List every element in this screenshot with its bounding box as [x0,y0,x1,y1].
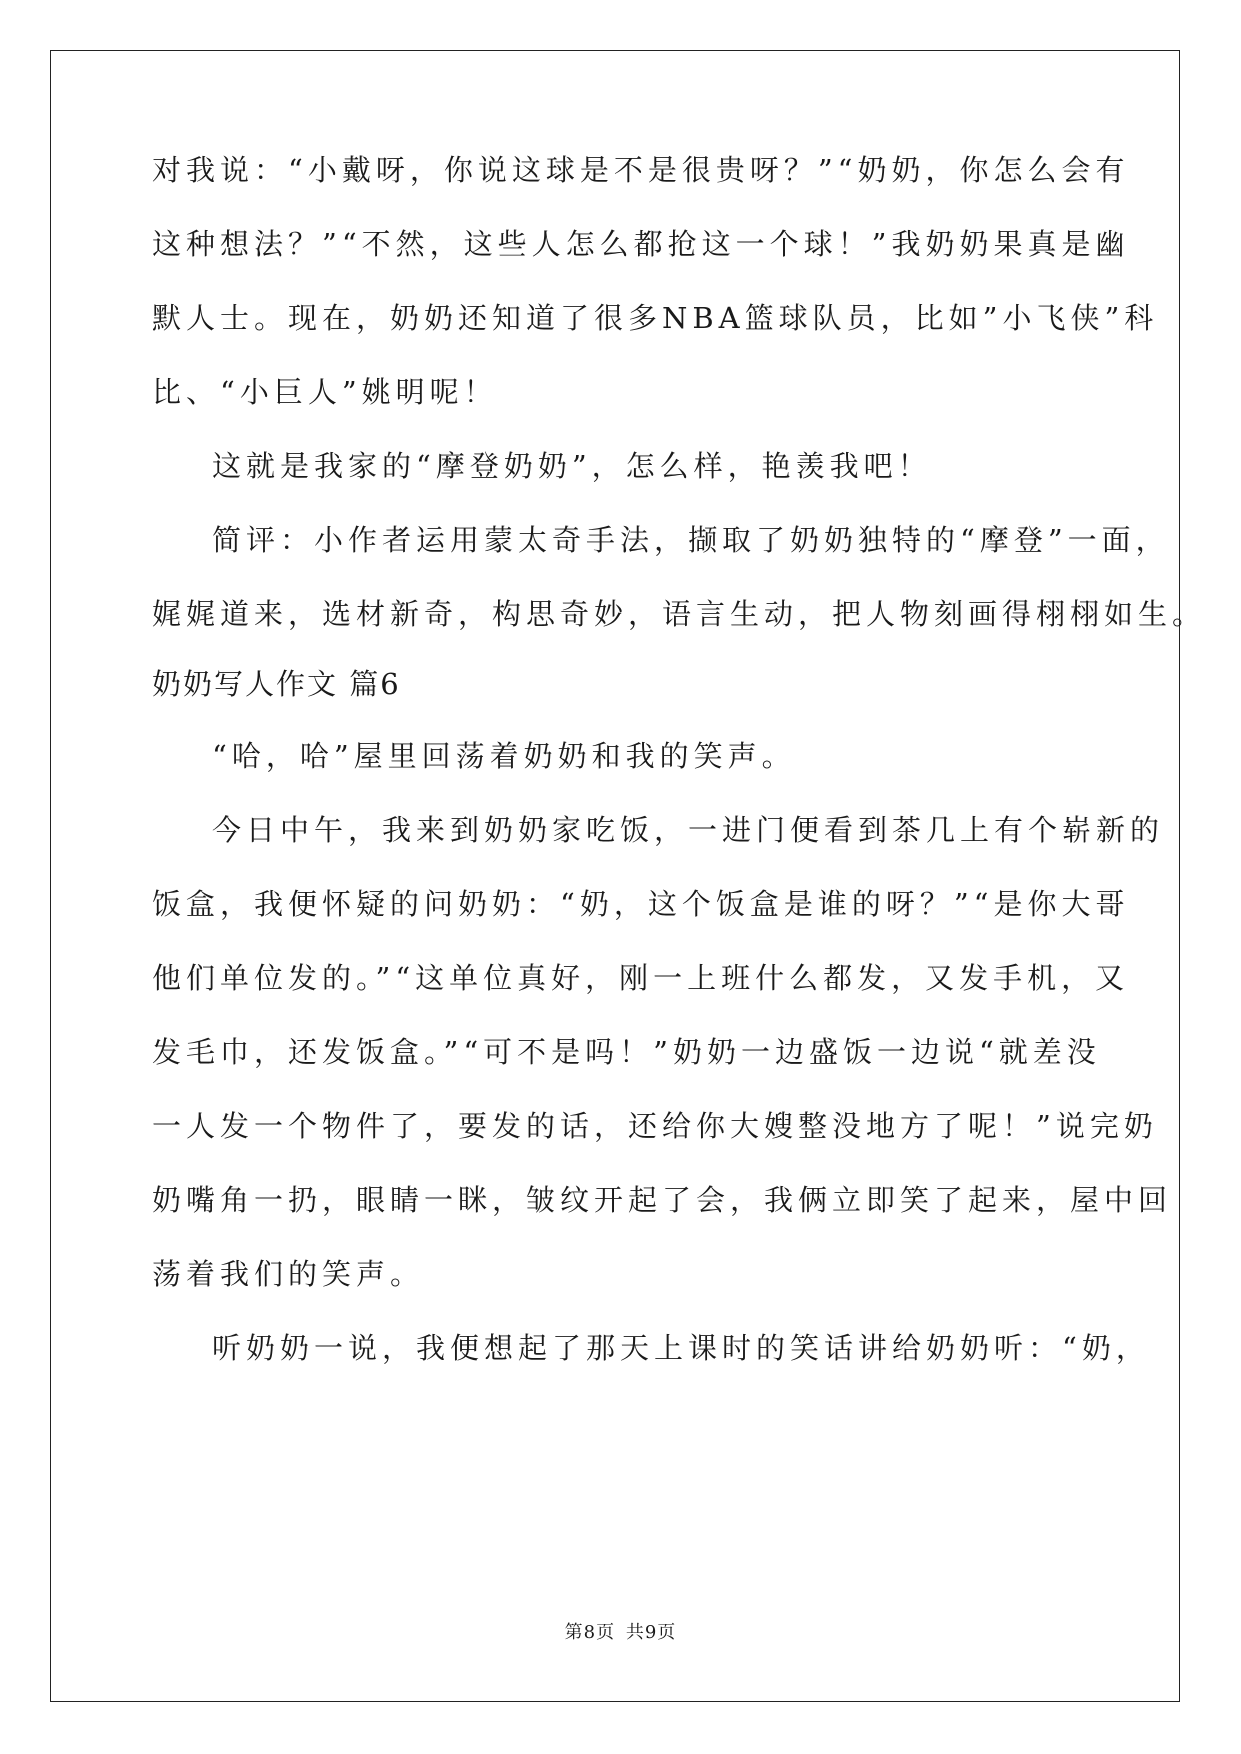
paragraph-line: 这就是我家的“摩登奶奶”，怎么样，艳羡我吧！ [212,449,932,483]
section-title: 奶奶写人作文 篇6 [152,667,401,701]
text-line: 饭盒，我便怀疑的问奶奶：“奶，这个饭盒是谁的呀？”“是你大哥 [152,887,1130,921]
page-total: 共9页 [625,1622,677,1643]
paragraph-line: “哈，哈”屋里回荡着奶奶和我的笑声。 [212,739,796,773]
page-number: 第8页 [564,1622,616,1643]
text-line: 对我说：“小戴呀，你说这球是不是很贵呀？”“奶奶，你怎么会有 [152,153,1130,187]
paragraph-line: 简评：小作者运用蒙太奇手法，撷取了奶奶独特的“摩登”一面， [212,523,1170,557]
paragraph-line: 听奶奶一说，我便想起了那天上课时的笑话讲给奶奶听：“奶， [212,1331,1150,1365]
paragraph-line: 今日中午，我来到奶奶家吃饭，一进门便看到茶几上有个崭新的 [212,813,1165,847]
text-line: 比、“小巨人”姚明呢！ [152,375,498,409]
page-footer [0,1618,1241,1644]
text-line: 默人士。现在，奶奶还知道了很多NBA篮球队员，比如”小飞侠”科 [152,301,1159,335]
text-line: 奶嘴角一扔，眼睛一眯，皱纹开起了会，我俩立即笑了起来，屋中回 [152,1183,1173,1217]
text-line: 这种想法？”“不然，这些人怎么都抢这一个球！”我奶奶果真是幽 [152,227,1130,261]
text-line: 发毛巾，还发饭盒。”“可不是吗！”奶奶一边盛饭一边说“就差没 [152,1035,1101,1069]
text-line: 荡着我们的笑声。 [152,1257,425,1291]
text-line: 他们单位发的。”“这单位真好，刚一上班什么都发，又发手机，又 [152,961,1130,995]
text-line: 娓娓道来，选材新奇，构思奇妙，语言生动，把人物刻画得栩栩如生。 [152,597,1207,631]
text-line: 一人发一个物件了，要发的话，还给你大嫂整没地方了呢！”说完奶 [152,1109,1158,1143]
